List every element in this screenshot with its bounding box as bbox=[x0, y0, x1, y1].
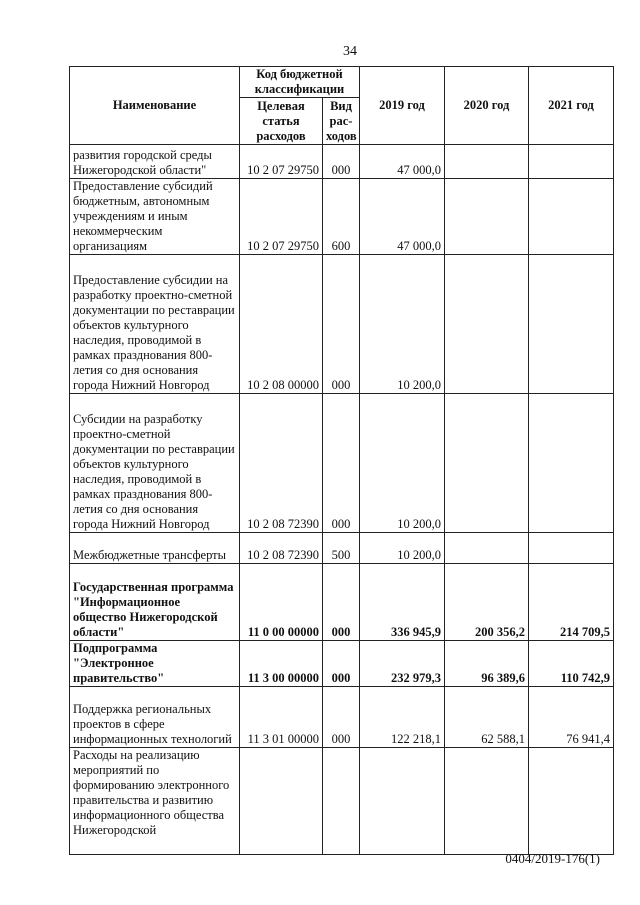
row-kind bbox=[323, 748, 360, 855]
header-budget-code: Код бюджетной классификации bbox=[240, 67, 360, 98]
row-2020 bbox=[445, 255, 529, 394]
page-number: 34 bbox=[343, 44, 357, 59]
row-2019: 232 979,3 bbox=[360, 641, 445, 687]
row-2021 bbox=[529, 255, 614, 394]
row-2019 bbox=[360, 748, 445, 855]
row-kind: 000 bbox=[323, 255, 360, 394]
row-name: Расходы на реализацию мероприятий по формированию электронного правительства и развитию информационного общества Нижегородской bbox=[70, 748, 240, 855]
row-kind: 500 bbox=[323, 533, 360, 564]
row-2019: 47 000,0 bbox=[360, 145, 445, 179]
row-kind: 000 bbox=[323, 394, 360, 533]
table-row bbox=[70, 687, 614, 748]
row-kind: 600 bbox=[323, 179, 360, 255]
row-2020 bbox=[445, 394, 529, 533]
row-2020 bbox=[445, 533, 529, 564]
table-row bbox=[70, 255, 614, 394]
row-code: 10 2 08 72390 bbox=[240, 533, 323, 564]
row-code: 11 3 01 00000 bbox=[240, 687, 323, 748]
row-code: 10 2 07 29750 bbox=[240, 179, 323, 255]
row-2019: 336 945,9 bbox=[360, 564, 445, 641]
table-row bbox=[70, 533, 614, 564]
row-2020: 200 356,2 bbox=[445, 564, 529, 641]
row-2021 bbox=[529, 394, 614, 533]
row-code: 10 2 07 29750 bbox=[240, 145, 323, 179]
row-name: развития городской среды Нижегородской области" bbox=[70, 145, 240, 179]
header-row bbox=[70, 67, 614, 98]
row-kind: 000 bbox=[323, 145, 360, 179]
row-code bbox=[240, 748, 323, 855]
row-2020 bbox=[445, 145, 529, 179]
table-row bbox=[70, 641, 614, 687]
document-footer-code: 0404/2019-176(1) bbox=[505, 851, 600, 866]
table-row bbox=[70, 145, 614, 179]
row-name: Государственная программа "Информационное общество Нижегородской области" bbox=[70, 564, 240, 641]
row-kind: 000 bbox=[323, 687, 360, 748]
header-target-article: Целевая статья расходов bbox=[240, 98, 323, 145]
header-expense-kind: Вид рас-ходов bbox=[323, 98, 360, 145]
row-code: 10 2 08 72390 bbox=[240, 394, 323, 533]
row-2021 bbox=[529, 145, 614, 179]
header-2021: 2021 год bbox=[529, 67, 614, 145]
row-2020: 62 588,1 bbox=[445, 687, 529, 748]
row-2021: 214 709,5 bbox=[529, 564, 614, 641]
table-row bbox=[70, 748, 614, 855]
row-2020 bbox=[445, 179, 529, 255]
row-2021 bbox=[529, 748, 614, 855]
table-row bbox=[70, 394, 614, 533]
row-name: Субсидии на разработку проектно-сметной документации по реставрации объектов культурного наследия, проводимой в рамках празднования 800-летия со дня основания города Нижний Новгород bbox=[70, 394, 240, 533]
header-2019: 2019 год bbox=[360, 67, 445, 145]
row-name: Поддержка региональных проектов в сфере информационных технологий bbox=[70, 687, 240, 748]
header-2020: 2020 год bbox=[445, 67, 529, 145]
row-2021: 76 941,4 bbox=[529, 687, 614, 748]
row-name: Подпрограмма "Электронное правительство" bbox=[70, 641, 240, 687]
table-row bbox=[70, 179, 614, 255]
row-2021 bbox=[529, 533, 614, 564]
row-code: 11 3 00 00000 bbox=[240, 641, 323, 687]
budget-table bbox=[69, 66, 614, 855]
row-2020 bbox=[445, 748, 529, 855]
row-kind: 000 bbox=[323, 564, 360, 641]
table-row bbox=[70, 564, 614, 641]
row-kind: 000 bbox=[323, 641, 360, 687]
row-2019: 122 218,1 bbox=[360, 687, 445, 748]
row-2021: 110 742,9 bbox=[529, 641, 614, 687]
row-2019: 10 200,0 bbox=[360, 394, 445, 533]
row-code: 11 0 00 00000 bbox=[240, 564, 323, 641]
row-2020: 96 389,6 bbox=[445, 641, 529, 687]
row-2019: 10 200,0 bbox=[360, 533, 445, 564]
row-2019: 10 200,0 bbox=[360, 255, 445, 394]
row-name: Межбюджетные трансферты bbox=[70, 533, 240, 564]
header-name: Наименование bbox=[70, 67, 240, 145]
row-2019: 47 000,0 bbox=[360, 179, 445, 255]
row-code: 10 2 08 00000 bbox=[240, 255, 323, 394]
row-2021 bbox=[529, 179, 614, 255]
row-name: Предоставление субсидий бюджетным, автономным учреждениям и иным некоммерческим организациям bbox=[70, 179, 240, 255]
row-name: Предоставление субсидии на разработку проектно-сметной документации по реставрации объектов культурного наследия, проводимой в рамках празднования 800-летия со дня основания города Нижний Новгород bbox=[70, 255, 240, 394]
